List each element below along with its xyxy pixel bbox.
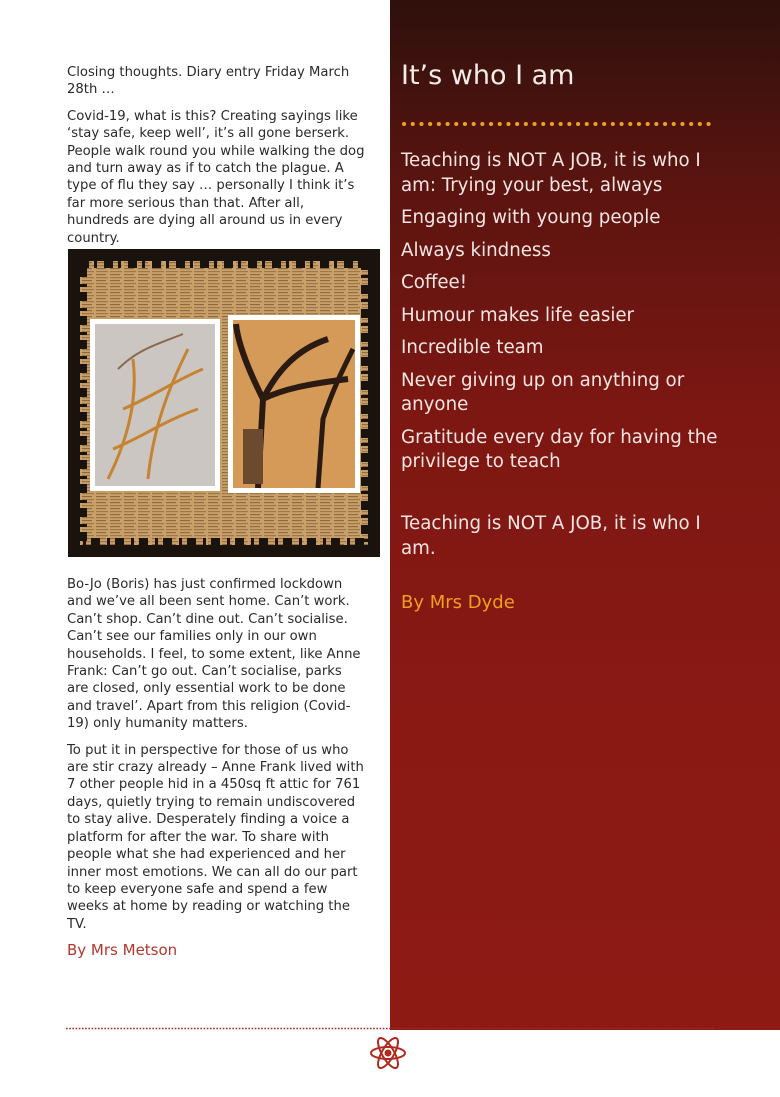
paragraph-lockdown: Bo-Jo (Boris) has just confirmed lockdown and we’ve all been sent home. Can’t work. Can’t shop. Can’t dine out. Can’t socialise. Can’t see our families only in our own households. I feel, to some extent, like Anne Frank: Can’t go out. Can’t socialise, parks are closed, only essential work to be done and travel’. Apart from this religion (Covid-19) only humanity matters.: [67, 577, 361, 732]
right-painting: [228, 315, 360, 493]
paragraph-covid: Covid-19, what is this? Creating sayings like ‘stay safe, keep well’, it’s all gone berserk. People walk round you while walking the dog and turn away as if to catch the plague. A type of flu they say … personally I think it’s far more serious than that. After all, hundreds are dying all around us in every country.: [67, 108, 365, 246]
list-item: Incredible team: [401, 337, 544, 358]
right-panel: [390, 0, 780, 1030]
list-item: Never giving up on anything or anyone: [401, 369, 685, 415]
dotted-divider: [402, 119, 714, 129]
list-item: Coffee!: [401, 272, 468, 293]
byline-metson: By Mrs Metson: [67, 941, 178, 960]
list-item: Gratitude every day for having the privilege to teach: [401, 426, 718, 472]
left-painting: [90, 319, 220, 491]
left-column-continued: [67, 576, 367, 969]
diary-heading: Closing thoughts. Diary entry Friday March 28th …: [67, 65, 350, 98]
left-column: [67, 64, 367, 256]
closing-statement: Teaching is NOT A JOB, it is who I am.: [401, 513, 701, 559]
list-item: Always kindness: [401, 239, 551, 261]
paragraph-perspective: To put it in perspective for those of us who are stir crazy already – Anne Frank lived with 7 other people hid in a 450sq ft attic for 761 days, quietly trying to remain undiscovered to stay alive. Desperately finding a voice a platform for after the war. To share with people what she had experienced and her inner most emotions. We can all do our part to keep everyone safe and spend a few weeks at home by reading or watching the TV.: [67, 742, 364, 932]
footer-dotted-line: [66, 1027, 715, 1030]
list-item: Humour makes life easier: [401, 304, 635, 326]
list-item: Teaching is NOT A JOB, it is who I am: Trying your best, always: [401, 150, 701, 196]
list-item: Engaging with young people: [401, 207, 661, 228]
panel-title: It’s who I am: [401, 60, 575, 91]
values-list: [401, 149, 741, 483]
collage-artwork: [68, 249, 380, 557]
atom-icon: [368, 1033, 408, 1073]
byline-dyde: By Mrs Dyde: [401, 592, 515, 613]
